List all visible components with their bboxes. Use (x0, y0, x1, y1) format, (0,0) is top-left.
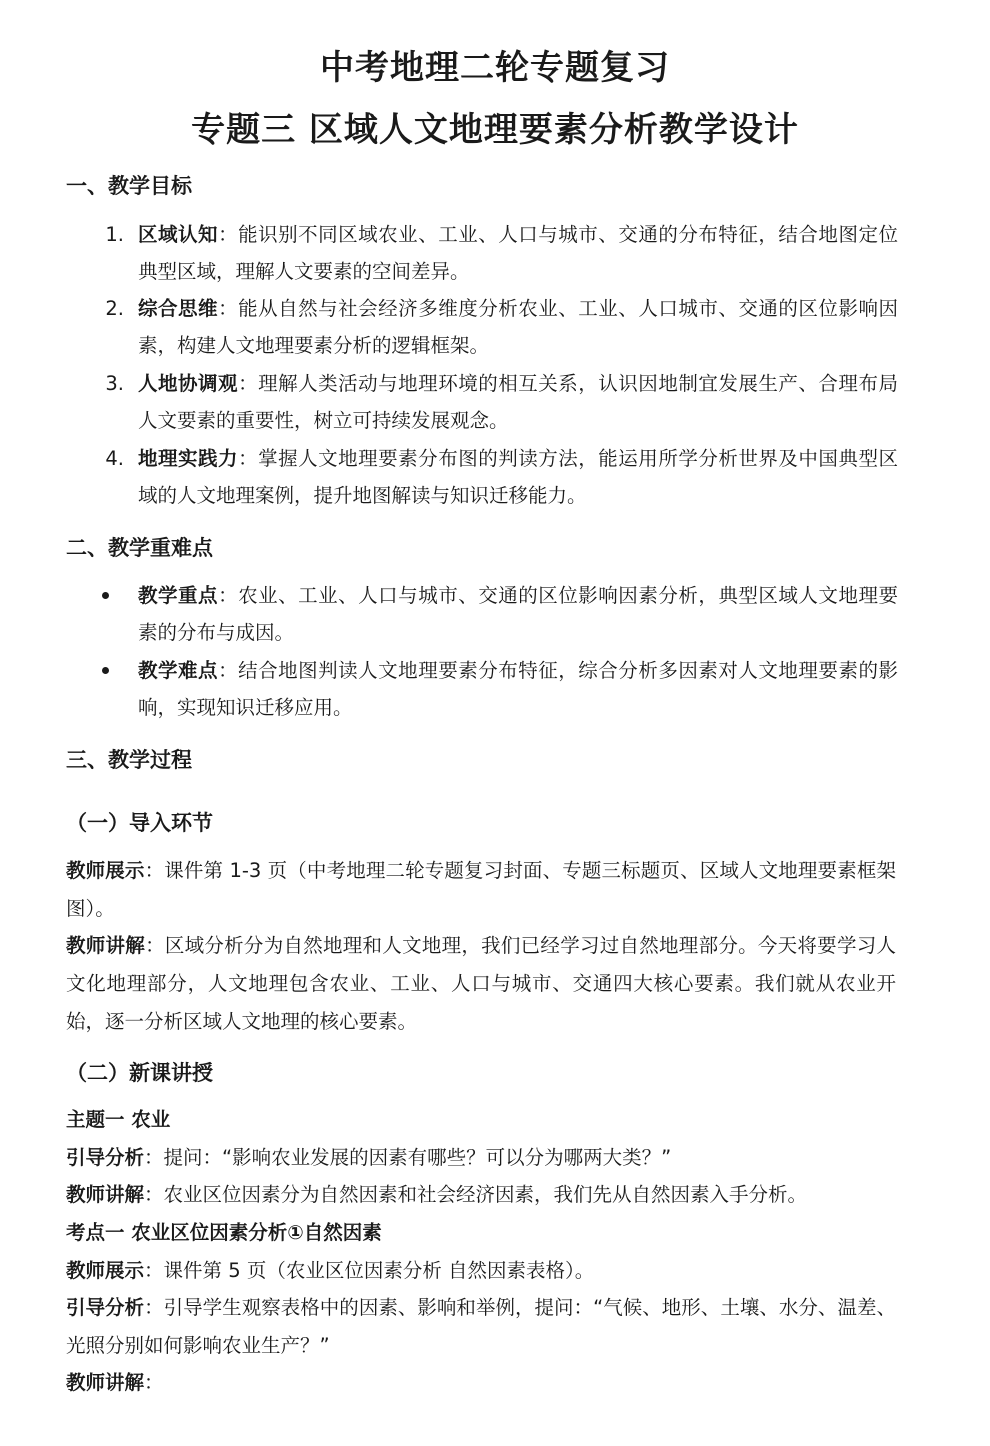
separator: ： (144, 1371, 164, 1394)
separator: ： (218, 584, 239, 607)
paragraph (66, 1176, 896, 1214)
paragraph (66, 927, 896, 1041)
list-number: 3. (105, 372, 124, 395)
paragraph (66, 1252, 896, 1290)
subsection-heading-new-lesson: （二）新课讲授 (66, 1061, 213, 1085)
key-point-text: 农业、工业、人口与城市、交通的区位影响因素分析，典型区域人文地理要素的分布与成因。 (138, 584, 898, 644)
paragraph (66, 1289, 896, 1365)
list-number: 1. (105, 223, 124, 246)
paragraph-text: 引导学生观察表格中的因素、影响和举例，提问：“气候、地形、土壤、水分、温差、光照分别如何影响农业生产？” (66, 1296, 896, 1357)
document-title: 中考地理二轮专题复习 (320, 48, 670, 88)
separator: ： (218, 223, 239, 246)
key-point-label: 教学重点 (138, 584, 219, 607)
separator: ： (144, 1296, 164, 1319)
paragraph-label: 引导分析 (66, 1146, 145, 1169)
objective-text: 掌握人文地理要素分布图的判读方法，能运用所学分析世界及中国典型区域的人文地理案例，提升地图解读与知识迁移能力。 (138, 447, 898, 507)
separator: ： (144, 1183, 164, 1206)
objective-label: 人地协调观 (138, 372, 239, 395)
paragraph (66, 1139, 896, 1177)
list-number: 4. (105, 447, 124, 470)
separator: ： (144, 1146, 164, 1169)
key-point-item (138, 652, 898, 726)
paragraph-label: 教师讲解 (66, 1183, 145, 1206)
objective-item (105, 365, 898, 439)
paragraph-text: 提问：“影响农业发展的因素有哪些？可以分为哪两大类？” (163, 1146, 672, 1169)
paragraph-label: 教师展示 (66, 1259, 145, 1282)
bullet-icon (102, 667, 109, 674)
paragraph-label: 引导分析 (66, 1296, 145, 1319)
separator: ： (218, 297, 239, 320)
objective-text: 理解人类活动与地理环境的相互关系，认识因地制宜发展生产、合理布局人文要素的重要性，树立可持续发展观念。 (138, 372, 898, 432)
separator: ： (218, 659, 239, 682)
paragraph-label: 教师讲解 (66, 934, 146, 957)
paragraph-text: 课件第 5 页（农业区位因素分析 自然因素表格）。 (163, 1259, 595, 1282)
section-heading-key-points: 二、教学重难点 (66, 536, 213, 560)
separator: ： (238, 372, 259, 395)
separator: ： (144, 859, 165, 882)
objective-item (105, 216, 898, 290)
list-number: 2. (105, 297, 124, 320)
objective-text: 能识别不同区域农业、工业、人口与城市、交通的分布特征，结合地图定位典型区域，理解人文要素的空间差异。 (138, 223, 898, 283)
document-subtitle: 专题三 区域人文地理要素分析教学设计 (191, 110, 799, 150)
paragraph-text: 区域分析分为自然地理和人文地理，我们已经学习过自然地理部分。今天将要学习人文化地理部分，人文地理包含农业、工业、人口与城市、交通四大核心要素。我们就从农业开始，逐一分析区域人文地理的核心要素。 (66, 934, 896, 1033)
paragraph-label: 教师讲解 (66, 1371, 145, 1394)
key-point-label: 教学难点 (138, 659, 219, 682)
topic-heading: 主题一 农业 (66, 1108, 171, 1131)
objective-item (105, 290, 898, 364)
separator: ： (144, 1259, 164, 1282)
objective-text: 能从自然与社会经济多维度分析农业、工业、人口城市、交通的区位影响因素，构建人文地理要素分析的逻辑框架。 (138, 297, 898, 357)
objective-label: 综合思维 (138, 297, 219, 320)
key-point-item (138, 577, 898, 651)
paragraph (66, 852, 896, 928)
exam-point-heading: 考点一 农业区位因素分析①自然因素 (66, 1221, 382, 1244)
paragraph-label: 教师展示 (66, 859, 145, 882)
bullet-icon (102, 592, 109, 599)
objective-label: 地理实践力 (138, 447, 239, 470)
paragraph (66, 1364, 896, 1402)
paragraph-text: 课件第 1-3 页（中考地理二轮专题复习封面、专题三标题页、区域人文地理要素框架图）。 (66, 859, 896, 920)
section-heading-process: 三、教学过程 (66, 748, 192, 772)
paragraph-text: 农业区位因素分为自然因素和社会经济因素，我们先从自然因素入手分析。 (163, 1183, 808, 1206)
separator: ： (238, 447, 259, 470)
section-heading-objectives: 一、教学目标 (66, 174, 192, 198)
objective-label: 区域认知 (138, 223, 219, 246)
key-point-text: 结合地图判读人文地理要素分布特征，综合分析多因素对人文地理要素的影响，实现知识迁移应用。 (138, 659, 898, 719)
subsection-heading-intro: （一）导入环节 (66, 811, 213, 835)
objective-item (105, 440, 898, 514)
separator: ： (145, 934, 165, 957)
